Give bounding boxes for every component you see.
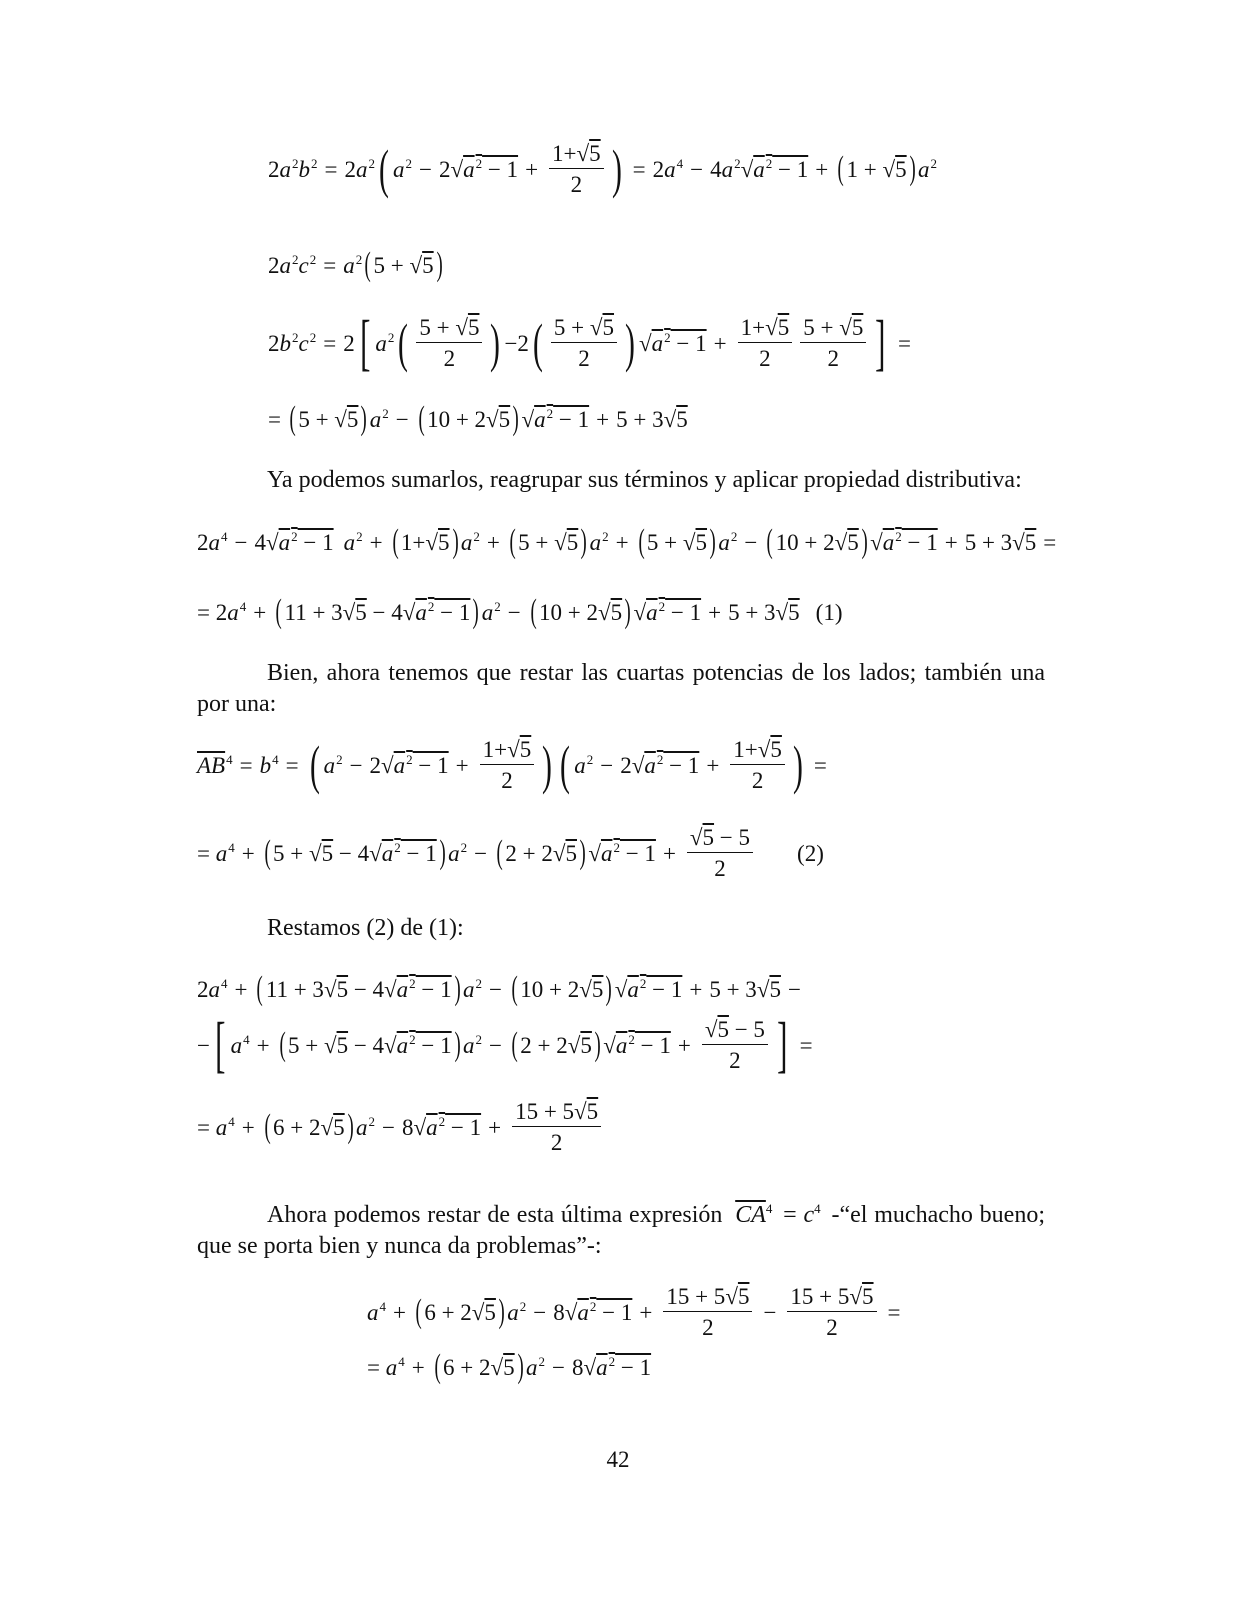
equation-3: $2b^2c^2$ = 2 [ $a^2$ ( $\frac{5 + √ 5}{2}$ ) −2 ( $\frac{5 + √ 5}{2}$ ) √ $a^2 - 1$ + $\frac{1+ √ 5}{2}$ $\frac{5 + √ 5}{2}$ ] = bbox=[268, 312, 918, 374]
equation-label-1: (1) bbox=[815, 599, 843, 625]
paragraph-4: Ahora podemos restar de esta última expresión $\overline{CA}^4 = c^4$ -“el muchacho bueno; que se porta bien y nunca da problemas”-: bbox=[197, 1201, 1046, 1259]
equation-12: $a^4$ + ( 6 + 2 √ 5 ) $a^2$ − 8 √ $a^2 - 1$ + $\frac{15 + 5 √ 5}{2}$ − $\frac{15 + 5 √ 5}{2}$ = bbox=[367, 1285, 908, 1339]
equation-6: = $2a^4$ + ( 11 + 3 √ 5 − 4 √ $a^2 - 1$ ) $a^2$ − ( 10 + 2 √ 5 ) √ $a^2 - 1$ + 5 + 3 √ 5 (1) bbox=[197, 595, 843, 629]
page-number: 42 bbox=[606, 1447, 630, 1472]
equation-13: = $a^4$ + ( 6 + 2 √ 5 ) $a^2$ − 8 √ $a^2 - 1$ bbox=[367, 1350, 651, 1384]
equation-1: $2a^2b^2$ = $2a^2$ ( $a^2$ − 2 √ $a^2 - 1$ + $\frac{1+ √ 5}{2}$ ) = $2a^4$ − $4a^2$ √ $a^2 - 1$ + ( 1 + √ 5 ) $a^2$ bbox=[268, 142, 937, 196]
paragraph-4-end: -“el muchacho bueno; que se porta bien y nunca da problemas”-: bbox=[197, 1202, 1046, 1259]
paragraph-1: Ya podemos sumarlos, reagrupar sus términos y aplicar propiedad distributiva: bbox=[267, 467, 1022, 493]
equation-4: = ( 5 + √ 5 ) $a^2$ − ( 10 + 2 √ 5 ) √ $a^2 - 1$ + 5 + 3 √ 5 bbox=[268, 402, 688, 436]
paragraph-3: Restamos (2) de (1): bbox=[267, 915, 464, 941]
paragraph-2: Bien, ahora tenemos que restar las cuartas potencias de los lados; también una por una: bbox=[197, 660, 1045, 717]
paragraph-4-start: Ahora podemos restar de esta última expresión bbox=[267, 1202, 723, 1228]
equation-5: $2a^4$ − 4 √ $a^2 - 1$ $a^2$ + ( 1+ √ 5 ) $a^2$ + ( 5 + √ 5 ) $a^2$ + ( 5 + √ 5 ) $a^2$ − ( 10 + 2 √ 5 ) √ $a^2 - 1$ + 5 + 3 √ 5 = bbox=[197, 525, 1063, 559]
equation-2: $2a^2c^2$ = $a^2$ ( 5 + √ 5 ) bbox=[268, 248, 445, 282]
equation-10: − [ $a^4$ + ( 5 + √ 5 − 4 √ $a^2 - 1$ ) $a^2$ − ( 2 + 2 √ 5 ) √ $a^2 - 1$ + √ $\frac{5 - 5}{2}$ ] = bbox=[197, 1014, 820, 1076]
equation-label-2: (2) bbox=[797, 840, 824, 866]
equation-9: $2a^4$ + ( 11 + 3 √ 5 − 4 √ $a^2 - 1$ ) $a^2$ − ( 10 + 2 √ 5 ) √ $a^2 - 1$ + 5 + 3 √ 5 − bbox=[197, 972, 808, 1006]
equation-11: = $a^4$ + ( 6 + 2 √ 5 ) $a^2$ − 8 √ $a^2 - 1$ + $\frac{15 + 5 √ 5}{2}$ bbox=[197, 1100, 605, 1154]
equation-7: $\overline{AB}^4$ = $b^4$ = ( $a^2$ − 2 √ $a^2 - 1$ + $\frac{1+ √ 5}{2}$ ) ( $a^2$ − 2 √ $a^2 - 1$ + $\frac{1+ √ 5}{2}$ ) = bbox=[197, 738, 834, 792]
equation-8: = $a^4$ + ( 5 + √ 5 − 4 √ $a^2 - 1$ ) $a^2$ − ( 2 + 2 √ 5 ) √ $a^2 - 1$ + √ $\frac{5 - 5}{2}$ (2) bbox=[197, 826, 824, 880]
